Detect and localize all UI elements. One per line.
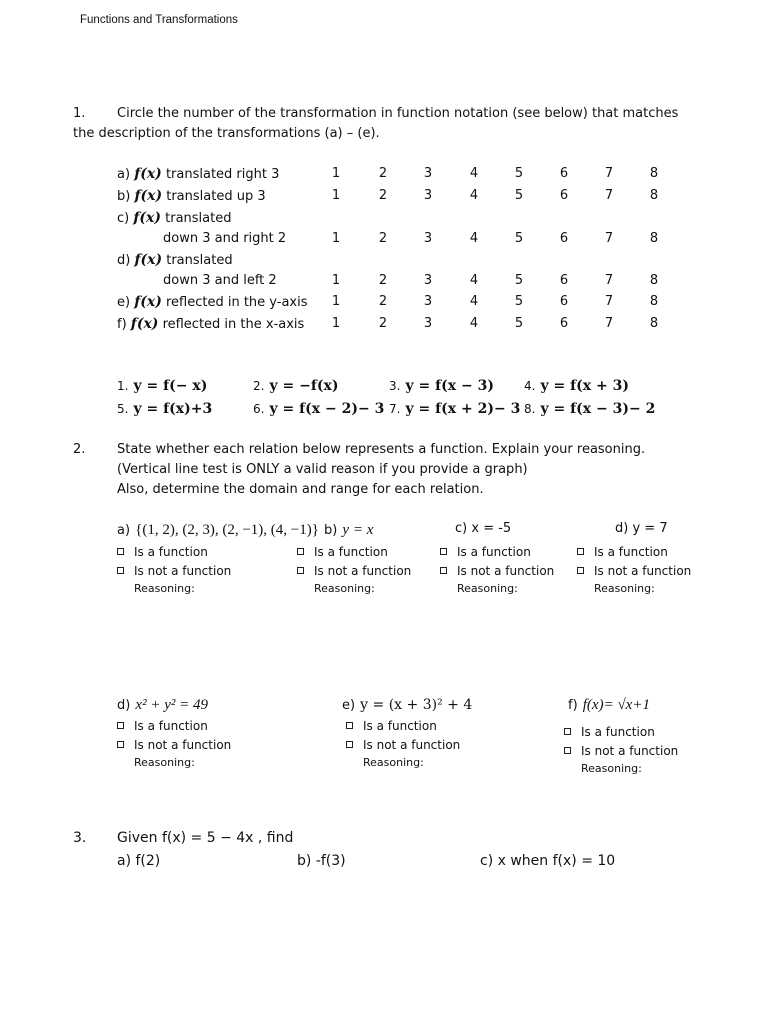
q1-row-4-choice-5[interactable]: 5 bbox=[514, 294, 524, 309]
q1-row-5-choice-8[interactable]: 8 bbox=[649, 316, 659, 331]
is-function-option[interactable]: Is a function bbox=[564, 725, 678, 744]
reasoning-label: Reasoning: bbox=[581, 762, 642, 775]
q3-part-b: b) -f(3) bbox=[297, 853, 346, 869]
relation-c: c) x = -5 bbox=[455, 521, 512, 536]
relation-d: d) y = 7 bbox=[615, 521, 668, 536]
is-function-option[interactable]: Is a function bbox=[577, 545, 691, 564]
q1-row-2: c) f(x) translated bbox=[117, 210, 232, 226]
checkbox-icon[interactable] bbox=[346, 722, 353, 729]
q1-row-5-choice-1[interactable]: 1 bbox=[331, 316, 341, 331]
fx-label: f(x) bbox=[134, 252, 163, 268]
checkbox-icon[interactable] bbox=[297, 548, 304, 555]
q1-row-3-choice-5[interactable]: 5 bbox=[514, 273, 524, 288]
checkbox-icon[interactable] bbox=[577, 567, 584, 574]
q1-row-4-choice-1[interactable]: 1 bbox=[331, 294, 341, 309]
q2-line1: State whether each relation below represents a function. Explain your reasoning. bbox=[117, 442, 646, 457]
q1-row-3-choice-2[interactable]: 2 bbox=[378, 273, 388, 288]
q1-row-1-choice-1[interactable]: 1 bbox=[331, 188, 341, 203]
reasoning-label: Reasoning: bbox=[363, 756, 424, 769]
reasoning-label: Reasoning: bbox=[594, 582, 655, 595]
fx-label: f(x) bbox=[134, 188, 163, 204]
reasoning-label: Reasoning: bbox=[134, 582, 195, 595]
relation-e-expr: y = (x + 3)² + 4 bbox=[360, 697, 473, 713]
q1-row-3-choice-3[interactable]: 3 bbox=[423, 273, 433, 288]
checkbox-icon[interactable] bbox=[117, 548, 124, 555]
transformation-option-6: 6. y = f(x − 2)− 3 bbox=[253, 401, 385, 417]
q1-row-0-choice-6[interactable]: 6 bbox=[559, 166, 569, 181]
fx-label: f(x) bbox=[133, 210, 161, 226]
checkbox-icon[interactable] bbox=[346, 741, 353, 748]
q1-row-1-choice-3[interactable]: 3 bbox=[423, 188, 433, 203]
q1-row-1-choice-2[interactable]: 2 bbox=[378, 188, 388, 203]
q1-row-2-choice-6[interactable]: 6 bbox=[559, 231, 569, 246]
q1-row-2-choice-8[interactable]: 8 bbox=[649, 231, 659, 246]
transformation-option-8: 8. y = f(x − 3)− 2 bbox=[524, 401, 656, 417]
q1-row-5-choice-6[interactable]: 6 bbox=[559, 316, 569, 331]
q2-row2-group-0 bbox=[117, 719, 231, 769]
q1-row-3-choice-6[interactable]: 6 bbox=[559, 273, 569, 288]
relation-a-expr: {(1, 2), (2, 3), (2, −1), (4, −1)} bbox=[135, 522, 319, 538]
reasoning-label: Reasoning: bbox=[134, 756, 195, 769]
transformation-option-4: 4. y = f(x + 3) bbox=[524, 378, 629, 394]
q1-prompt-line2: the description of the transformations (a) – (e). bbox=[73, 126, 380, 141]
q1-row-0-choice-3[interactable]: 3 bbox=[423, 166, 433, 181]
q2-row1-group-2 bbox=[440, 545, 554, 595]
is-function-option[interactable]: Is a function bbox=[117, 719, 231, 738]
relation-c-expr: x = -5 bbox=[471, 521, 512, 536]
q3-part-a: a) f(2) bbox=[117, 853, 161, 869]
q1-row-0-choice-7[interactable]: 7 bbox=[604, 166, 614, 181]
relation-a: a) {(1, 2), (2, 3), (2, −1), (4, −1)} bbox=[117, 522, 319, 538]
is-function-option[interactable]: Is a function bbox=[346, 719, 460, 738]
q1-row-3-choice-1[interactable]: 1 bbox=[331, 273, 341, 288]
document-header: Functions and Transformations bbox=[80, 14, 238, 26]
is-function-option[interactable]: Is a function bbox=[440, 545, 554, 564]
q2-line3: Also, determine the domain and range for each relation. bbox=[117, 482, 484, 497]
q1-row-5-choice-4[interactable]: 4 bbox=[469, 316, 479, 331]
q2-row1-group-0 bbox=[117, 545, 231, 595]
q2-line2: (Vertical line test is ONLY a valid reason if you provide a graph) bbox=[117, 462, 528, 477]
q1-row-5-choice-3[interactable]: 3 bbox=[423, 316, 433, 331]
relation-f: f) f(x)= √x+1 bbox=[568, 697, 650, 713]
q1-row-4-choice-4[interactable]: 4 bbox=[469, 294, 479, 309]
q1-row-3-desc2: down 3 and left 2 bbox=[163, 273, 277, 288]
q1-row-5-choice-2[interactable]: 2 bbox=[378, 316, 388, 331]
q1-row-1-choice-8[interactable]: 8 bbox=[649, 188, 659, 203]
relation-d2-expr: x² + y² = 49 bbox=[135, 697, 208, 713]
q2-number: 2. bbox=[73, 442, 86, 457]
q2-row1-group-3 bbox=[577, 545, 691, 595]
q1-row-2-choice-2[interactable]: 2 bbox=[378, 231, 388, 246]
relation-b: b) y = x bbox=[324, 522, 374, 538]
q1-row-0: a) f(x) translated right 3 bbox=[117, 166, 280, 182]
is-not-function-option[interactable]: Is not a function bbox=[117, 738, 231, 756]
checkbox-icon[interactable] bbox=[564, 728, 571, 735]
relation-d-expr: y = 7 bbox=[632, 521, 668, 536]
is-not-function-option[interactable]: Is not a function bbox=[117, 564, 231, 582]
transformation-option-1: 1. y = f(− x) bbox=[117, 378, 208, 394]
q1-row-2-choice-4[interactable]: 4 bbox=[469, 231, 479, 246]
reasoning-label: Reasoning: bbox=[457, 582, 518, 595]
q2-row1-group-1 bbox=[297, 545, 411, 595]
q1-row-4-choice-6[interactable]: 6 bbox=[559, 294, 569, 309]
q1-row-5-choice-7[interactable]: 7 bbox=[604, 316, 614, 331]
q1-row-2-choice-3[interactable]: 3 bbox=[423, 231, 433, 246]
q1-row-2-choice-7[interactable]: 7 bbox=[604, 231, 614, 246]
q2-row2-group-2 bbox=[564, 725, 678, 775]
fx-label: f(x) bbox=[134, 294, 162, 310]
is-function-option[interactable]: Is a function bbox=[117, 545, 231, 564]
is-not-function-option[interactable]: Is not a function bbox=[346, 738, 460, 756]
q1-row-2-choice-5[interactable]: 5 bbox=[514, 231, 524, 246]
checkbox-icon[interactable] bbox=[117, 741, 124, 748]
q1-row-3-choice-4[interactable]: 4 bbox=[469, 273, 479, 288]
q1-row-1-choice-6[interactable]: 6 bbox=[559, 188, 569, 203]
fx-label: f(x) bbox=[130, 316, 159, 332]
q1-row-5: f) f(x) reflected in the x-axis bbox=[117, 316, 305, 332]
q1-row-4-choice-7[interactable]: 7 bbox=[604, 294, 614, 309]
q1-row-2-choice-1[interactable]: 1 bbox=[331, 231, 341, 246]
q1-row-0-choice-1[interactable]: 1 bbox=[331, 166, 341, 181]
checkbox-icon[interactable] bbox=[440, 548, 447, 555]
transformation-option-2: 2. y = −f(x) bbox=[253, 378, 339, 394]
q1-row-0-choice-2[interactable]: 2 bbox=[378, 166, 388, 181]
q1-row-3-choice-8[interactable]: 8 bbox=[649, 273, 659, 288]
reasoning-label: Reasoning: bbox=[314, 582, 375, 595]
fx-label: f(x) bbox=[134, 166, 162, 182]
is-function-option[interactable]: Is a function bbox=[297, 545, 411, 564]
relation-e: e) y = (x + 3)² + 4 bbox=[342, 697, 473, 713]
q1-row-4: e) f(x) reflected in the y-axis bbox=[117, 294, 308, 310]
checkbox-icon[interactable] bbox=[440, 567, 447, 574]
q1-number: 1. bbox=[73, 106, 86, 121]
is-not-function-option[interactable]: Is not a function bbox=[564, 744, 678, 762]
q1-row-2-desc2: down 3 and right 2 bbox=[163, 231, 287, 246]
q1-row-0-choice-4[interactable]: 4 bbox=[469, 166, 479, 181]
transformation-option-7: 7. y = f(x + 2)− 3 bbox=[389, 401, 521, 417]
checkbox-icon[interactable] bbox=[297, 567, 304, 574]
checkbox-icon[interactable] bbox=[564, 747, 571, 754]
q1-prompt-line1: Circle the number of the transformation in function notation (see below) that matches bbox=[117, 106, 679, 121]
q1-row-0-choice-5[interactable]: 5 bbox=[514, 166, 524, 181]
is-not-function-option[interactable]: Is not a function bbox=[440, 564, 554, 582]
relation-f-expr: f(x)= √x+1 bbox=[582, 697, 650, 713]
is-not-function-option[interactable]: Is not a function bbox=[577, 564, 691, 582]
q1-row-0-choice-8[interactable]: 8 bbox=[649, 166, 659, 181]
q2-row2-group-1 bbox=[346, 719, 460, 769]
q1-row-1-choice-5[interactable]: 5 bbox=[514, 188, 524, 203]
q3-given: Given f(x) = 5 − 4x , find bbox=[117, 830, 294, 846]
checkbox-icon[interactable] bbox=[577, 548, 584, 555]
relation-d2: d) x² + y² = 49 bbox=[117, 697, 208, 713]
q1-row-5-choice-5[interactable]: 5 bbox=[514, 316, 524, 331]
q1-row-4-choice-8[interactable]: 8 bbox=[649, 294, 659, 309]
relation-b-expr: y = x bbox=[342, 522, 374, 538]
is-not-function-option[interactable]: Is not a function bbox=[297, 564, 411, 582]
q3-number: 3. bbox=[73, 830, 87, 846]
transformation-option-3: 3. y = f(x − 3) bbox=[389, 378, 494, 394]
checkbox-icon[interactable] bbox=[117, 567, 124, 574]
checkbox-icon[interactable] bbox=[117, 722, 124, 729]
q1-row-4-choice-2[interactable]: 2 bbox=[378, 294, 388, 309]
q1-row-3: d) f(x) translated bbox=[117, 252, 233, 268]
q1-row-4-choice-3[interactable]: 3 bbox=[423, 294, 433, 309]
q1-row-1-choice-7[interactable]: 7 bbox=[604, 188, 614, 203]
q1-row-1-choice-4[interactable]: 4 bbox=[469, 188, 479, 203]
q1-row-1: b) f(x) translated up 3 bbox=[117, 188, 266, 204]
q1-row-3-choice-7[interactable]: 7 bbox=[604, 273, 614, 288]
transformation-option-5: 5. y = f(x)+3 bbox=[117, 401, 213, 417]
q3-part-c: c) x when f(x) = 10 bbox=[480, 853, 616, 869]
